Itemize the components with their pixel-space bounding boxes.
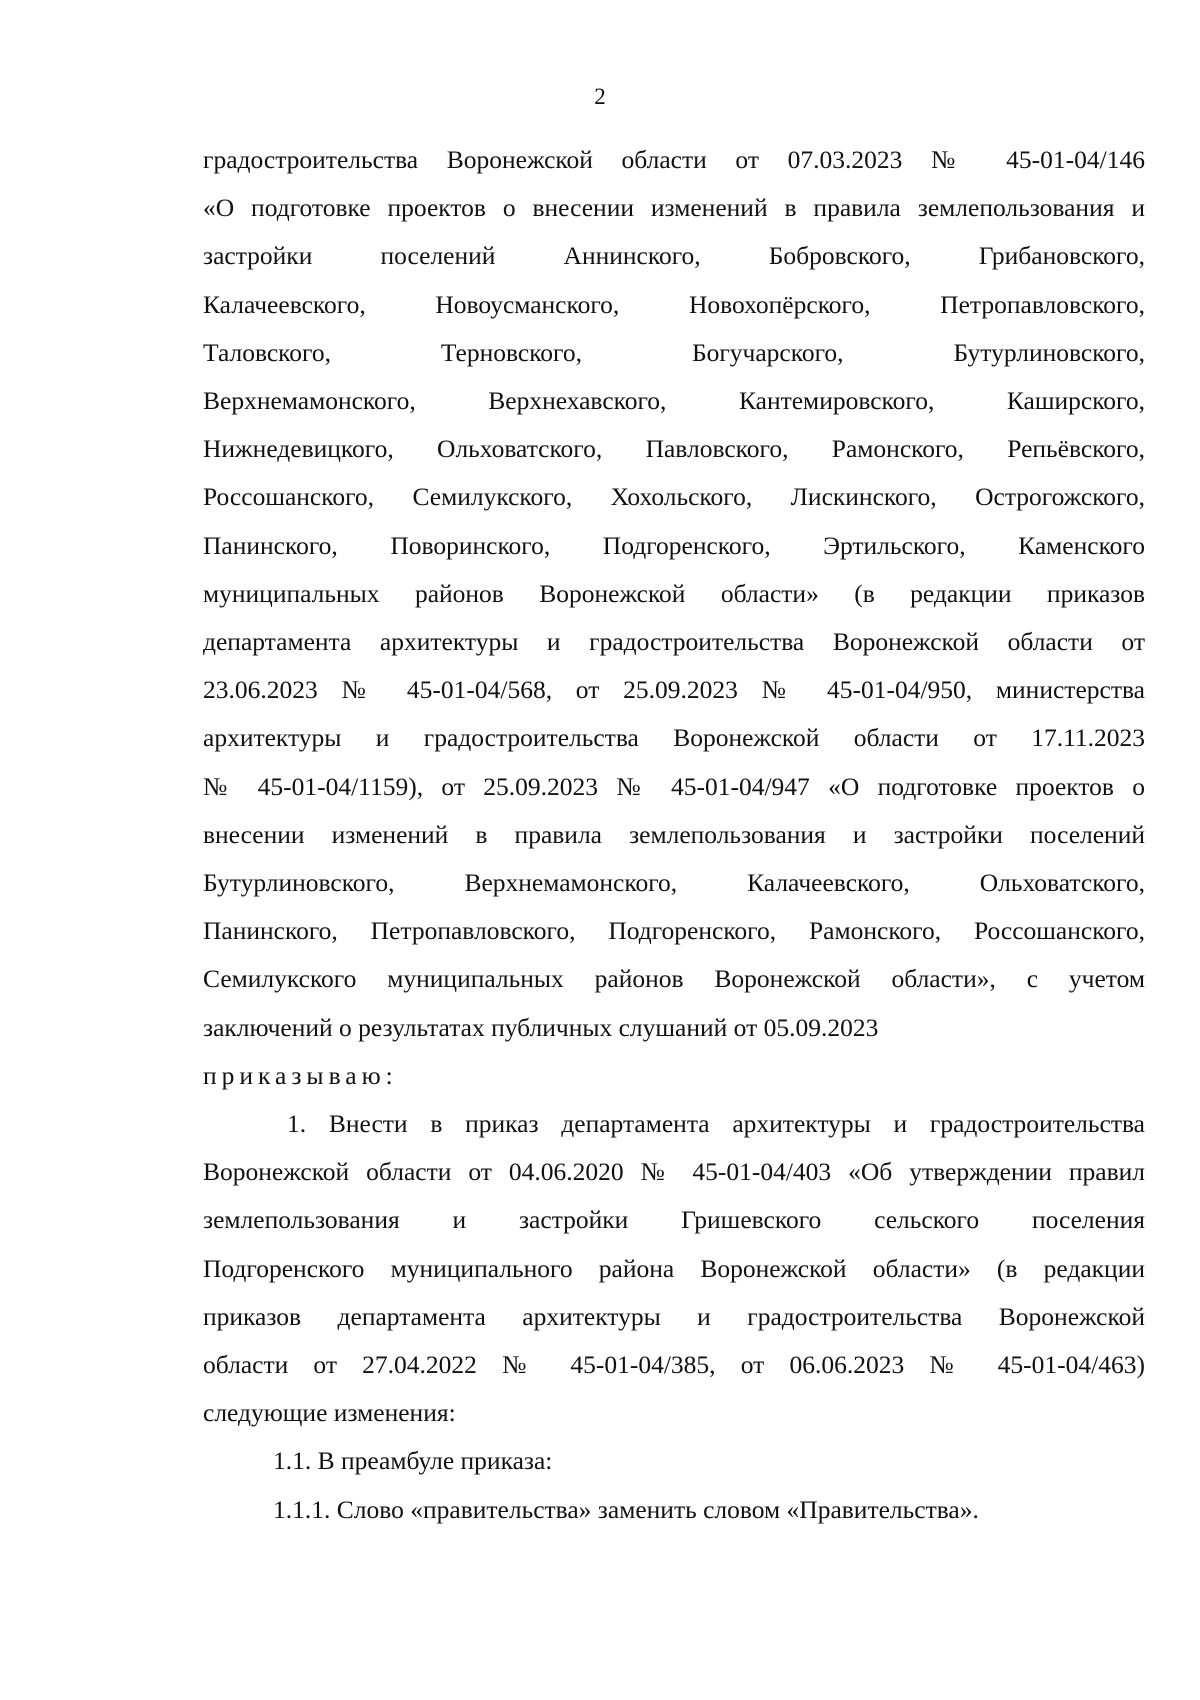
text-line: приказов департамента архитектуры и градостроительства Воронежской <box>203 1301 1145 1331</box>
text-line: Воронежской области от 04.06.2020 № 45-01-04/403 «Об утверждении правил <box>203 1157 1145 1187</box>
text-line: «О подготовке проектов о внесении изменений в правила землепользования и <box>203 193 1145 223</box>
text-line: Бутурлиновского, Верхнемамонского, Калачеевского, Ольховатского, <box>203 868 1145 898</box>
text-line: Россошанского, Семилукского, Хохольского, Лискинского, Острогожского, <box>203 482 1145 512</box>
page-number: 2 <box>594 84 606 109</box>
order-word: приказываю: <box>203 1060 398 1090</box>
preamble-paragraph <box>203 136 1145 1052</box>
document-body <box>203 136 1145 1534</box>
text-line: муниципальных районов Воронежской области» (в редакции приказов <box>203 578 1145 608</box>
text-line: Панинского, Поворинского, Подгоренского, Эртильского, Каменского <box>203 530 1145 560</box>
text-line: Калачеевского, Новоусманского, Новохопёрского, Петропавловского, <box>203 289 1145 319</box>
text-line: градостроительства Воронежской области от 07.03.2023 № 45-01-04/146 <box>203 145 1145 174</box>
text-line: архитектуры и градостроительства Воронежской области от 17.11.2023 <box>203 723 1145 753</box>
text-line: Семилукского муниципальных районов Воронежской области», с учетом <box>203 964 1145 994</box>
item-1-paragraph <box>203 1100 1145 1437</box>
text-line: 23.06.2023 № 45-01-04/568, от 25.09.2023 № 45-01-04/950, министерства <box>203 675 1145 705</box>
text-line: Таловского, Терновского, Богучарского, Бутурлиновского, <box>203 337 1145 367</box>
text-line: области от 27.04.2022 № 45-01-04/385, от 06.06.2023 № 45-01-04/463) <box>203 1350 1145 1380</box>
text-line: заключений о результатах публичных слушаний от 05.09.2023 <box>203 1012 879 1042</box>
item-1-1-1-paragraph: 1.1.1. Слово «правительства» заменить словом «Правительства». <box>273 1494 979 1524</box>
text-line: землепользования и застройки Гришевского сельского поселения <box>203 1205 1145 1235</box>
text-line: Верхнемамонского, Верхнехавского, Кантемировского, Каширского, <box>203 386 1145 416</box>
item-1-1-paragraph: 1.1. В преамбуле приказа: <box>273 1446 553 1476</box>
text-line: 1. Внести в приказ департамента архитектуры и градостроительства <box>287 1109 1145 1139</box>
text-line: Панинского, Петропавловского, Подгоренского, Рамонского, Россошанского, <box>203 916 1145 946</box>
text-line: следующие изменения: <box>203 1398 456 1428</box>
text-line: № 45-01-04/1159), от 25.09.2023 № 45-01-04/947 «О подготовке проектов о <box>203 771 1145 801</box>
text-line: внесении изменений в правила землепользования и застройки поселений <box>203 819 1145 849</box>
text-line: Подгоренского муниципального района Воронежской области» (в редакции <box>203 1253 1145 1283</box>
text-line: департамента архитектуры и градостроительства Воронежской области от <box>203 627 1145 657</box>
text-line: Нижнедевицкого, Ольховатского, Павловского, Рамонского, Репьёвского, <box>203 434 1145 464</box>
text-line: застройки поселений Аннинского, Бобровского, Грибановского, <box>203 241 1145 271</box>
